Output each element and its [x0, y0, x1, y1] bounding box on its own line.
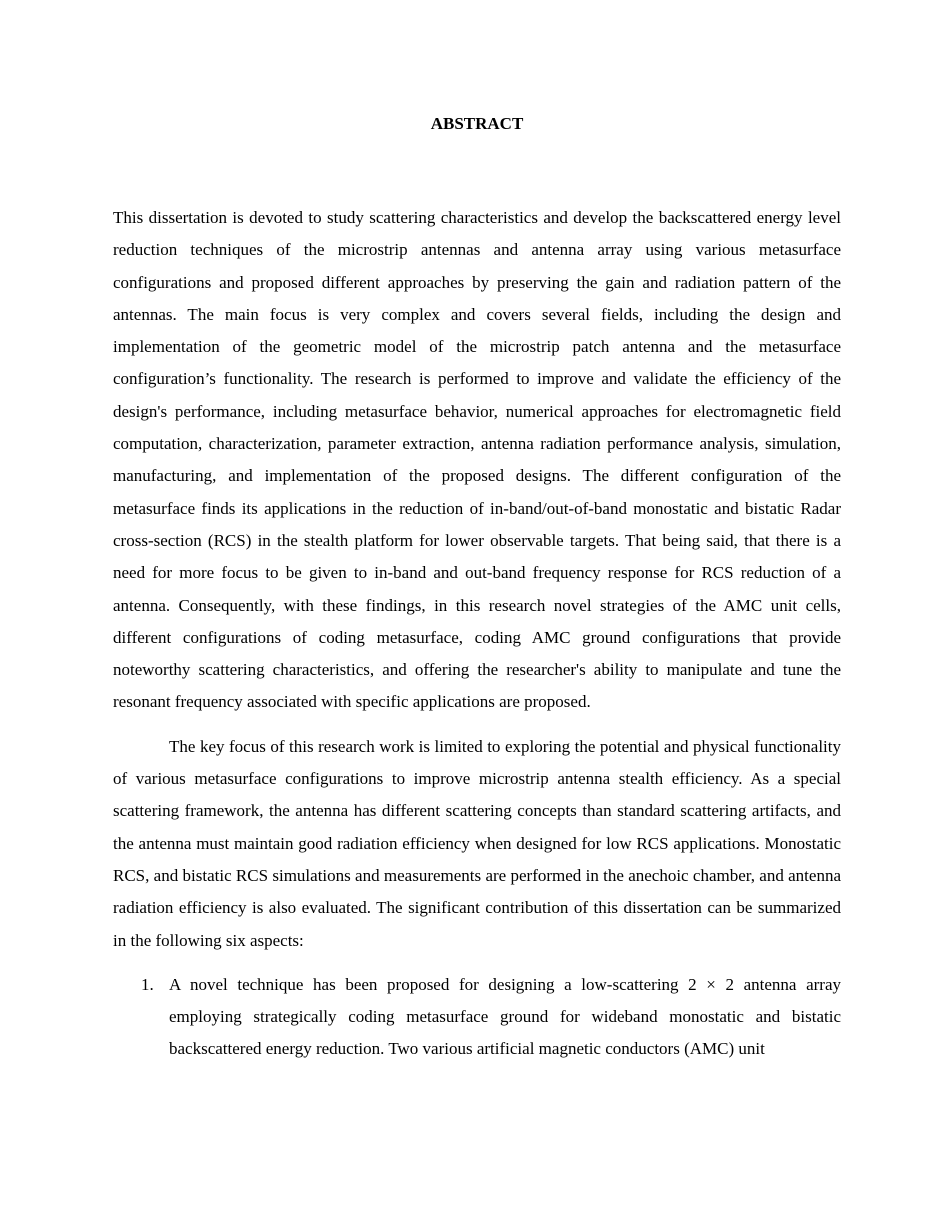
contributions-list	[113, 969, 841, 1066]
list-item-number: 1.	[141, 974, 154, 994]
abstract-paragraph-2: The key focus of this research work is limited to exploring the potential and physical functionality of various metasurface configurations to improve microstrip antenna stealth efficiency. As a special scattering framework, the antenna has different scattering concepts than standard scattering artifacts, and the antenna must maintain good radiation efficiency when designed for low RCS applications. Monostatic RCS, and bistatic RCS simulations and measurements are performed in the anechoic chamber, and antenna radiation efficiency is also evaluated. The significant contribution of this dissertation can be summarized in the following six aspects:	[113, 736, 841, 950]
list-item	[113, 969, 841, 1066]
abstract-title: ABSTRACT	[430, 114, 524, 133]
list-item-text: A novel technique has been proposed for designing a low-scattering 2 × 2 antenna array employing strategically coding metasurface ground for wideband monostatic and bistatic backscattered energy reduction. Two various artificial magnetic conductors (AMC) unit	[169, 974, 841, 1059]
abstract-paragraph-1: This dissertation is devoted to study scattering characteristics and develop the backscattered energy level reduction techniques of the microstrip antennas and antenna array using various metasurface configurations and proposed different approaches by preserving the gain and radiation pattern of the antennas. The main focus is very complex and covers several fields, including the design and implementation of the geometric model of the microstrip patch antenna and the metasurface configuration’s functionality. The research is performed to improve and validate the efficiency of the design's performance, including metasurface behavior, numerical approaches for electromagnetic field computation, characterization, parameter extraction, antenna radiation performance analysis, simulation, manufacturing, and implementation of the proposed designs. The different configuration of the metasurface finds its applications in the reduction of in-band/out-of-band monostatic and bistatic Radar cross-section (RCS) in the stealth platform for lower observable targets. That being said, that there is a need for more focus to be given to in-band and out-band frequency response for RCS reduction of a antenna. Consequently, with these findings, in this research novel strategies of the AMC unit cells, different configurations of coding metasurface, coding AMC ground configurations that provide noteworthy scattering characteristics, and offering the researcher's ability to manipulate and tune the resonant frequency associated with specific applications are proposed.	[113, 208, 841, 712]
document-page	[113, 112, 841, 1066]
